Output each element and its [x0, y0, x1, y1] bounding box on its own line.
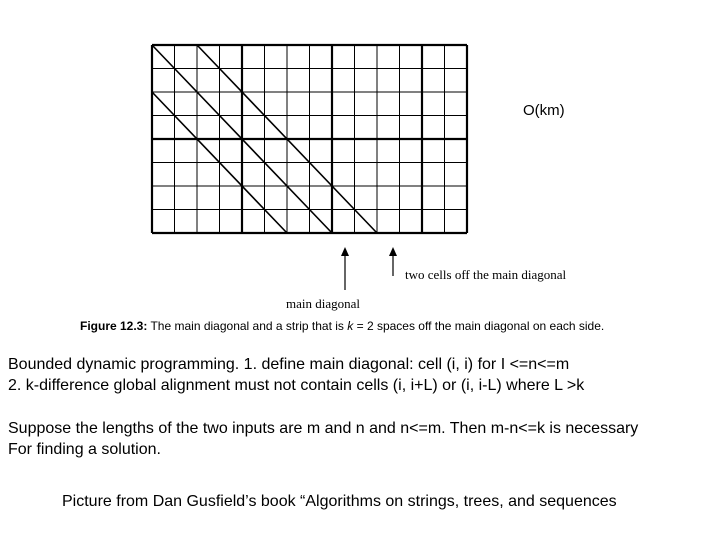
- caption-part2: = 2 spaces off the main diagonal on each side.: [353, 319, 605, 333]
- figure-caption: [80, 319, 604, 333]
- caption-part1: The main diagonal and a strip that is: [147, 319, 348, 333]
- condition-line-2: For finding a solution.: [8, 441, 161, 458]
- main-diagonal-arrow: [341, 247, 349, 290]
- definition-line-1: Bounded dynamic programming. 1. define main diagonal: cell (i, i) for I <=n<=m: [8, 356, 570, 373]
- condition-line-1: Suppose the lengths of the two inputs are m and n and n<=m. Then m-n<=k is necessary: [8, 420, 639, 437]
- main-diagonal-label: main diagonal: [286, 296, 361, 311]
- complexity-label: O(km): [523, 102, 565, 119]
- definition-line-2: 2. k-difference global alignment must not contain cells (i, i+L) or (i, i-L) where L >k: [8, 377, 585, 394]
- caption-number: Figure 12.3:: [80, 319, 148, 333]
- off-diagonal-label: two cells off the main diagonal: [405, 267, 567, 282]
- caption-k: k: [347, 319, 354, 333]
- dp-grid: [152, 45, 467, 233]
- off-diagonal-arrow: [389, 247, 397, 276]
- picture-credit: Picture from Dan Gusfield’s book “Algorithms on strings, trees, and sequences: [62, 493, 617, 510]
